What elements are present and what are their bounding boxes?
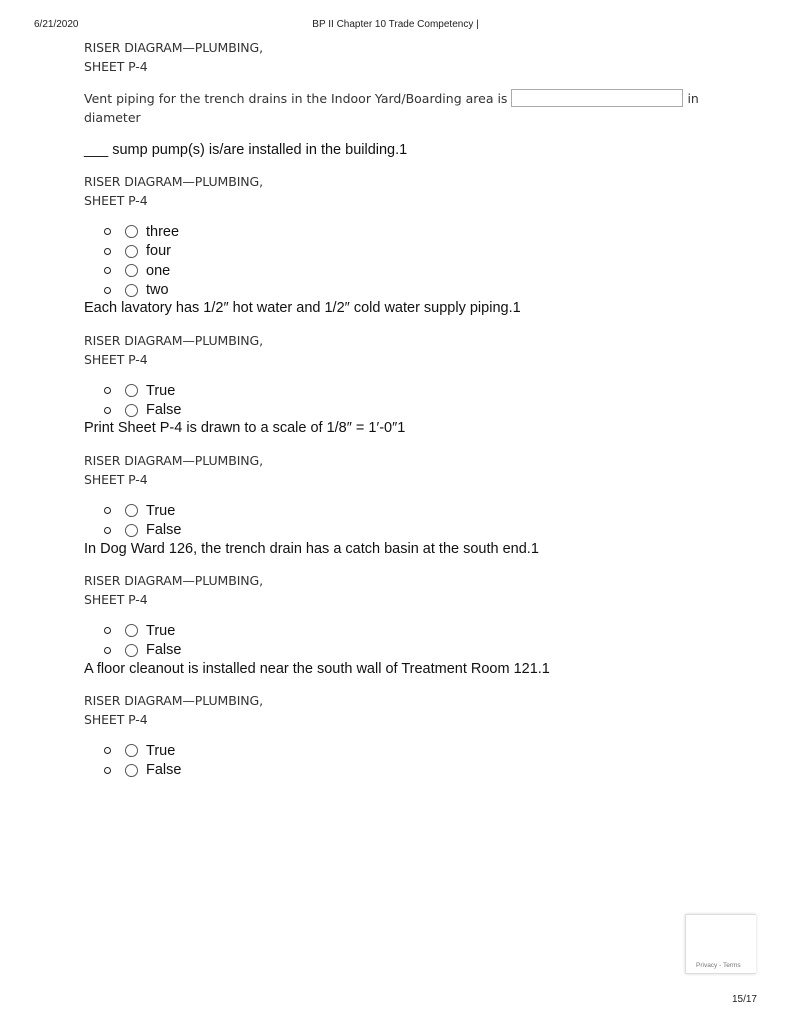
option-label: False <box>146 522 182 539</box>
vent-question-unit: in <box>687 91 699 106</box>
question-text: Print Sheet P-4 is drawn to a scale of 1/8″ = 1′-0″1 <box>84 420 406 436</box>
question-text: A floor cleanout is installed near the south wall of Treatment Room 121.1 <box>84 661 550 677</box>
bullet-icon <box>104 387 111 394</box>
bullet-icon <box>104 647 111 654</box>
bullet-icon <box>104 767 111 774</box>
option-label: False <box>146 762 182 779</box>
option-label: False <box>146 402 182 419</box>
option-label: four <box>146 243 171 260</box>
options-97 <box>104 381 181 420</box>
option[interactable] <box>104 261 179 281</box>
bullet-icon <box>104 287 111 294</box>
option[interactable] <box>104 401 181 421</box>
radio-button[interactable] <box>125 624 138 637</box>
radio-button[interactable] <box>125 384 138 397</box>
radio-button[interactable] <box>125 744 138 757</box>
option[interactable] <box>104 381 181 401</box>
bullet-icon <box>104 747 111 754</box>
sheet-reference-line1: RISER DIAGRAM—PLUMBING, <box>84 174 263 189</box>
sheet-reference <box>84 331 263 369</box>
radio-button[interactable] <box>125 284 138 297</box>
vent-diameter-input[interactable] <box>511 89 683 107</box>
sheet-reference-line1: RISER DIAGRAM—PLUMBING, <box>84 40 263 55</box>
option[interactable] <box>104 281 179 301</box>
bullet-icon <box>104 627 111 634</box>
document-title: BP II Chapter 10 Trade Competency | <box>312 19 479 30</box>
sheet-reference <box>84 691 263 729</box>
options-96 <box>104 222 179 300</box>
sheet-reference <box>84 172 263 210</box>
print-date: 6/21/2020 <box>34 19 79 30</box>
option-label: False <box>146 642 182 659</box>
question-text: In Dog Ward 126, the trench drain has a catch basin at the south end.1 <box>84 541 539 557</box>
vent-question-text: Vent piping for the trench drains in the Indoor Yard/Boarding area is <box>84 91 508 106</box>
question-text: Each lavatory has 1/2″ hot water and 1/2″ cold water supply piping.1 <box>84 300 521 316</box>
bullet-icon <box>104 248 111 255</box>
sheet-reference <box>84 571 263 609</box>
options-100 <box>104 741 181 780</box>
option-label: True <box>146 742 176 759</box>
bullet-icon <box>104 267 111 274</box>
option-label: three <box>146 223 180 240</box>
radio-button[interactable] <box>125 504 138 517</box>
vent-question-unit-line2: diameter <box>84 110 141 125</box>
vent-question <box>84 89 724 127</box>
option-label: True <box>146 622 176 639</box>
page-number: 15/17 <box>731 994 757 1005</box>
bullet-icon <box>104 527 111 534</box>
option-label: one <box>146 262 171 279</box>
radio-button[interactable] <box>125 264 138 277</box>
option-label: True <box>146 382 176 399</box>
radio-button[interactable] <box>125 404 138 417</box>
sheet-reference-line1: RISER DIAGRAM—PLUMBING, <box>84 333 263 348</box>
options-98 <box>104 501 181 540</box>
radio-button[interactable] <box>125 644 138 657</box>
radio-button[interactable] <box>125 524 138 537</box>
options-99 <box>104 621 181 660</box>
radio-button[interactable] <box>125 225 138 238</box>
recaptcha-badge[interactable] <box>685 914 756 974</box>
radio-button[interactable] <box>125 245 138 258</box>
option-label: two <box>146 282 169 299</box>
bullet-icon <box>104 507 111 514</box>
sheet-reference-line2: SHEET P-4 <box>84 472 148 487</box>
option[interactable] <box>104 242 179 262</box>
sheet-reference <box>84 38 263 76</box>
sheet-reference-line1: RISER DIAGRAM—PLUMBING, <box>84 693 263 708</box>
option[interactable] <box>104 641 181 661</box>
question-text: ___ sump pump(s) is/are installed in the building.1 <box>84 142 408 158</box>
option[interactable] <box>104 621 181 641</box>
sheet-reference <box>84 451 263 489</box>
sheet-reference-line1: RISER DIAGRAM—PLUMBING, <box>84 453 263 468</box>
bullet-icon <box>104 407 111 414</box>
recaptcha-privacy-terms-link[interactable]: Privacy - Terms <box>696 962 741 969</box>
sheet-reference-line1: RISER DIAGRAM—PLUMBING, <box>84 573 263 588</box>
option[interactable] <box>104 222 179 242</box>
sheet-reference-line2: SHEET P-4 <box>84 712 148 727</box>
radio-button[interactable] <box>125 764 138 777</box>
option[interactable] <box>104 501 181 521</box>
option[interactable] <box>104 761 181 781</box>
sheet-reference-line2: SHEET P-4 <box>84 193 148 208</box>
sheet-reference-line2: SHEET P-4 <box>84 352 148 367</box>
option-label: True <box>146 502 176 519</box>
option[interactable] <box>104 741 181 761</box>
sheet-reference-line2: SHEET P-4 <box>84 59 148 74</box>
option[interactable] <box>104 521 181 541</box>
bullet-icon <box>104 228 111 235</box>
sheet-reference-line2: SHEET P-4 <box>84 592 148 607</box>
